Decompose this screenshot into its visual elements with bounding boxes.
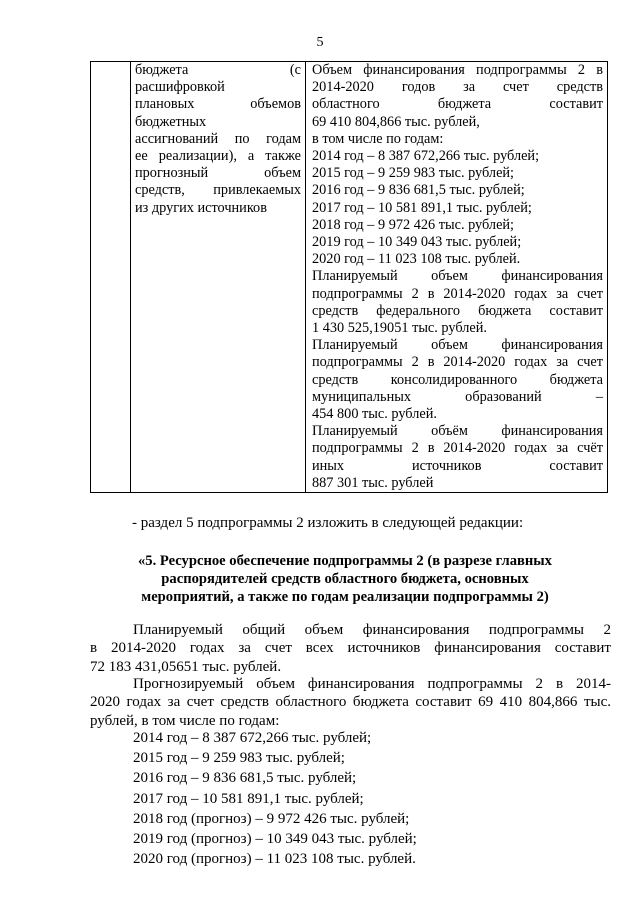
value-line: средств консолидированного бюджета bbox=[312, 371, 603, 388]
paragraph-line: 72 183 431,05651 тыс. рублей. bbox=[90, 658, 282, 675]
label-line: бюджетных bbox=[135, 113, 207, 130]
paragraph-line: Прогнозируемый объем финансирования подпрограммы 2 в 2014- bbox=[133, 676, 611, 692]
value-line: муниципальных образований – bbox=[312, 388, 603, 405]
list-item: 2020 год (прогноз) – 11 023 108 тыс. рублей. bbox=[133, 851, 416, 868]
section-heading bbox=[110, 552, 580, 606]
label-line: расшифровкой bbox=[135, 79, 225, 96]
value-line: 2018 год – 9 972 426 тыс. рублей; bbox=[312, 216, 515, 233]
paragraph-line: 2020 годах за счет средств областного бюджета составит 69 410 804,866 тыс. bbox=[90, 694, 611, 711]
label-line: прогнозный объем bbox=[135, 165, 301, 182]
list-item: 2018 год (прогноз) – 9 972 426 тыс. рублей; bbox=[133, 810, 410, 827]
financing-table bbox=[90, 61, 608, 493]
paragraph-regional-budget bbox=[90, 675, 611, 730]
value-line: 2014 год – 8 387 672,266 тыс. рублей; bbox=[312, 148, 540, 165]
value-line: Объем финансирования подпрограммы 2 в bbox=[312, 62, 603, 78]
table-cell-value bbox=[306, 62, 608, 493]
value-line: подпрограммы 2 в 2014-2020 годах за счёт bbox=[312, 440, 603, 457]
value-line: 2015 год – 9 259 983 тыс. рублей; bbox=[312, 165, 515, 182]
table-row bbox=[91, 62, 608, 493]
paragraph-line: Планируемый общий объем финансирования подпрограммы 2 bbox=[133, 622, 611, 638]
page-number: 5 bbox=[316, 35, 324, 50]
table-cell-empty bbox=[91, 62, 131, 493]
value-line: 1 430 525,19051 тыс. рублей. bbox=[312, 320, 487, 337]
value-line: 454 800 тыс. рублей. bbox=[312, 406, 437, 423]
label-line: ассигнований по годам bbox=[135, 130, 301, 147]
table-cell-label bbox=[131, 62, 306, 493]
label-line: бюджета (с bbox=[135, 62, 301, 78]
paragraph-line: рублей, в том числе по годам: bbox=[90, 712, 280, 729]
list-item: 2017 год – 10 581 891,1 тыс. рублей; bbox=[133, 790, 364, 807]
value-line: подпрограммы 2 в 2014-2020 годах за счет bbox=[312, 285, 603, 302]
value-line: 2016 год – 9 836 681,5 тыс. рублей; bbox=[312, 182, 525, 199]
value-line: Планируемый объем финансирования bbox=[312, 337, 603, 354]
list-item: 2014 год – 8 387 672,266 тыс. рублей; bbox=[133, 730, 372, 746]
amendment-instruction: - раздел 5 подпрограммы 2 изложить в следующей редакции: bbox=[132, 515, 524, 531]
value-line: 2019 год – 10 349 043 тыс. рублей; bbox=[312, 234, 522, 251]
value-line: в том числе по годам: bbox=[312, 130, 444, 147]
value-line: 2014-2020 годов за счет средств bbox=[312, 79, 603, 96]
heading-line: распорядителей средств областного бюджета, основных bbox=[161, 571, 529, 587]
yearly-list bbox=[133, 728, 417, 869]
label-line: ее реализации), а также bbox=[135, 148, 301, 165]
value-line: 2020 год – 11 023 108 тыс. рублей. bbox=[312, 251, 521, 268]
list-item: 2016 год – 9 836 681,5 тыс. рублей; bbox=[133, 770, 357, 787]
value-line: 887 301 тыс. рублей bbox=[312, 474, 434, 491]
paragraph-total-financing bbox=[90, 621, 611, 676]
label-line: средств, привлекаемых bbox=[135, 182, 301, 199]
list-item: 2015 год – 9 259 983 тыс. рублей; bbox=[133, 750, 345, 767]
list-item: 2019 год (прогноз) – 10 349 043 тыс. рублей; bbox=[133, 831, 417, 848]
value-line: областного бюджета составит bbox=[312, 96, 603, 113]
value-line: 69 410 804,866 тыс. рублей, bbox=[312, 113, 480, 130]
value-line: Планируемый объём финансирования bbox=[312, 423, 603, 440]
value-line: подпрограммы 2 в 2014-2020 годах за счет bbox=[312, 354, 603, 371]
heading-line: мероприятий, а также по годам реализации подпрограммы 2) bbox=[141, 589, 549, 605]
label-line: из других источников bbox=[135, 199, 267, 216]
value-line: Планируемый объем финансирования bbox=[312, 268, 603, 285]
paragraph-line: в 2014-2020 годах за счет всех источников финансирования составит bbox=[90, 640, 611, 657]
value-line: 2017 год – 10 581 891,1 тыс. рублей; bbox=[312, 199, 532, 216]
value-line: иных источников составит bbox=[312, 457, 603, 474]
value-line: средств федерального бюджета составит bbox=[312, 302, 603, 319]
label-line: плановых объемов bbox=[135, 96, 301, 113]
heading-line: «5. Ресурсное обеспечение подпрограммы 2 (в разрезе главных bbox=[138, 553, 552, 569]
